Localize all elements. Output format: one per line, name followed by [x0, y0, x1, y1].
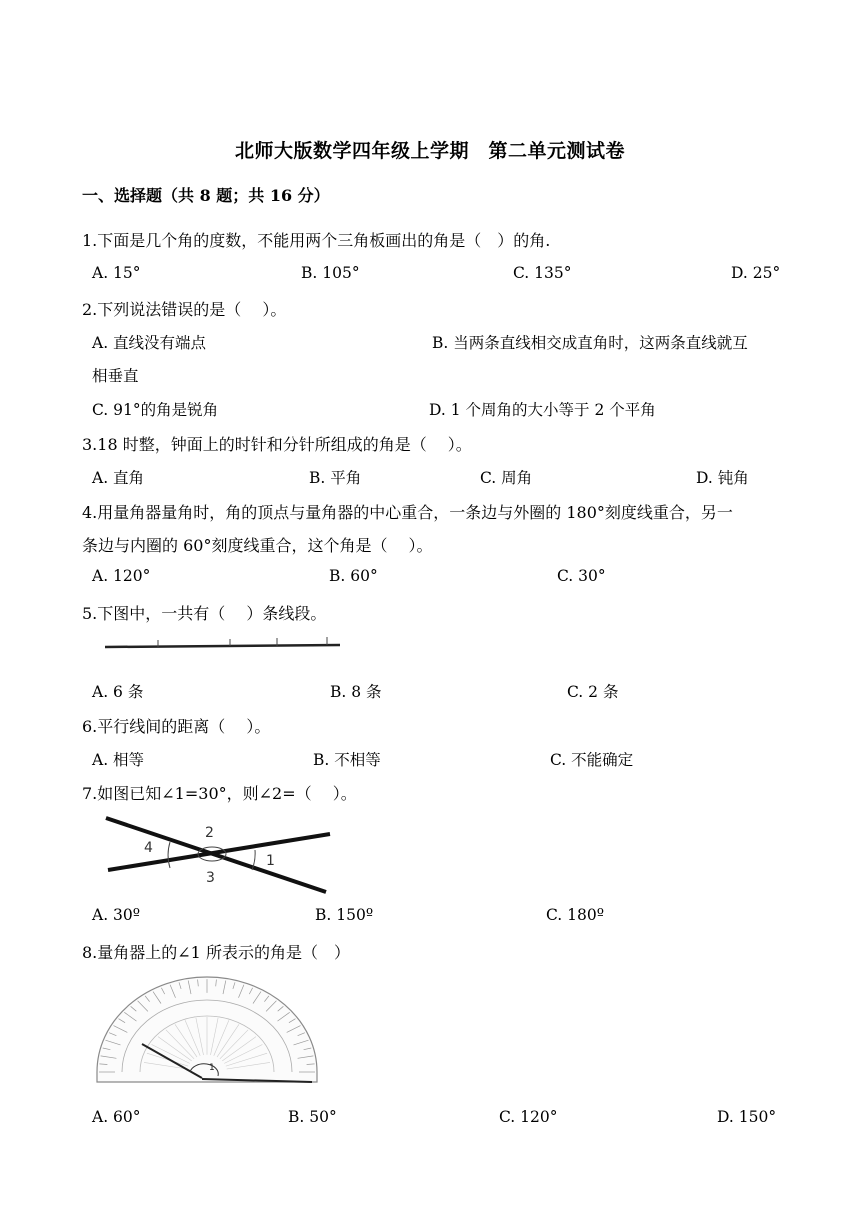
q8-option-c[interactable]: C. 120° [499, 1108, 558, 1126]
q6-option-a[interactable]: A. 相等 [92, 751, 145, 769]
q7-option-b[interactable]: B. 150º [315, 906, 374, 924]
q3-option-b[interactable]: B. 平角 [309, 469, 362, 487]
question-3-stem: 3.18 时整，钟面上的时针和分针所组成的角是（ ）。 [82, 435, 472, 454]
q2-option-c[interactable]: C. 91°的角是锐角 [92, 401, 219, 419]
q1-option-a[interactable]: A. 15° [92, 264, 141, 282]
q3-option-d[interactable]: D. 钝角 [696, 469, 749, 487]
q8-option-d[interactable]: D. 150° [717, 1108, 777, 1126]
q4-option-b[interactable]: B. 60° [329, 567, 378, 585]
angle-label-3: 3 [206, 870, 215, 886]
protractor-figure [92, 972, 322, 1088]
question-8-stem: 8.量角器上的∠1 所表示的角是（ ） [82, 943, 350, 962]
q2-option-d[interactable]: D. 1 个周角的大小等于 2 个平角 [429, 401, 656, 419]
q7-option-c[interactable]: C. 180º [546, 906, 605, 924]
q2-option-b-continued: 相垂直 [92, 367, 139, 385]
question-1-stem: 1.下面是几个角的度数，不能用两个三角板画出的角是（ ）的角. [82, 231, 551, 250]
q3-option-a[interactable]: A. 直角 [92, 469, 145, 487]
question-7-stem: 7.如图已知∠1=30°，则∠2=（ ）。 [82, 784, 357, 803]
question-5-stem: 5.下图中，一共有（ ）条线段。 [82, 604, 327, 623]
angle-label-4: 4 [144, 840, 153, 856]
q4-option-a[interactable]: A. 120° [92, 567, 151, 585]
q1-option-d[interactable]: D. 25° [731, 264, 781, 282]
protractor [97, 977, 317, 1082]
q2-option-b[interactable]: B. 当两条直线相交成直角时，这两条直线就互 [432, 334, 748, 352]
q1-option-c[interactable]: C. 135° [513, 264, 572, 282]
question-4-stem-line2: 条边与内圈的 60°刻度线重合，这个角是（ ）。 [82, 536, 433, 555]
q5-option-c[interactable]: C. 2 条 [567, 683, 619, 701]
angle-label-1: 1 [266, 853, 275, 869]
q4-option-c[interactable]: C. 30° [557, 567, 606, 585]
segment-figure [100, 632, 345, 654]
section-heading: 一、选择题（共 8 题；共 16 分） [82, 186, 330, 205]
q8-option-a[interactable]: A. 60° [92, 1108, 141, 1126]
question-6-stem: 6.平行线间的距离（ ）。 [82, 717, 271, 736]
q3-option-c[interactable]: C. 周角 [480, 469, 533, 487]
protractor-angle-label: 1 [209, 1063, 215, 1073]
intersecting-lines-figure [100, 812, 335, 896]
q6-option-b[interactable]: B. 不相等 [313, 751, 381, 769]
page-title: 北师大版数学四年级上学期 第二单元测试卷 [234, 140, 625, 162]
question-4-stem-line1: 4.用量角器量角时，角的顶点与量角器的中心重合，一条边与外圈的 180°刻度线重合，另一 [82, 503, 733, 522]
q6-option-c[interactable]: C. 不能确定 [550, 751, 634, 769]
q5-option-b[interactable]: B. 8 条 [330, 683, 382, 701]
question-2-stem: 2.下列说法错误的是（ ）。 [82, 300, 287, 319]
q2-option-a[interactable]: A. 直线没有端点 [92, 334, 207, 352]
q8-option-b[interactable]: B. 50° [288, 1108, 337, 1126]
angle-label-2: 2 [205, 825, 214, 841]
q1-option-b[interactable]: B. 105° [301, 264, 360, 282]
q7-option-a[interactable]: A. 30º [92, 906, 141, 924]
q5-option-a[interactable]: A. 6 条 [92, 683, 144, 701]
